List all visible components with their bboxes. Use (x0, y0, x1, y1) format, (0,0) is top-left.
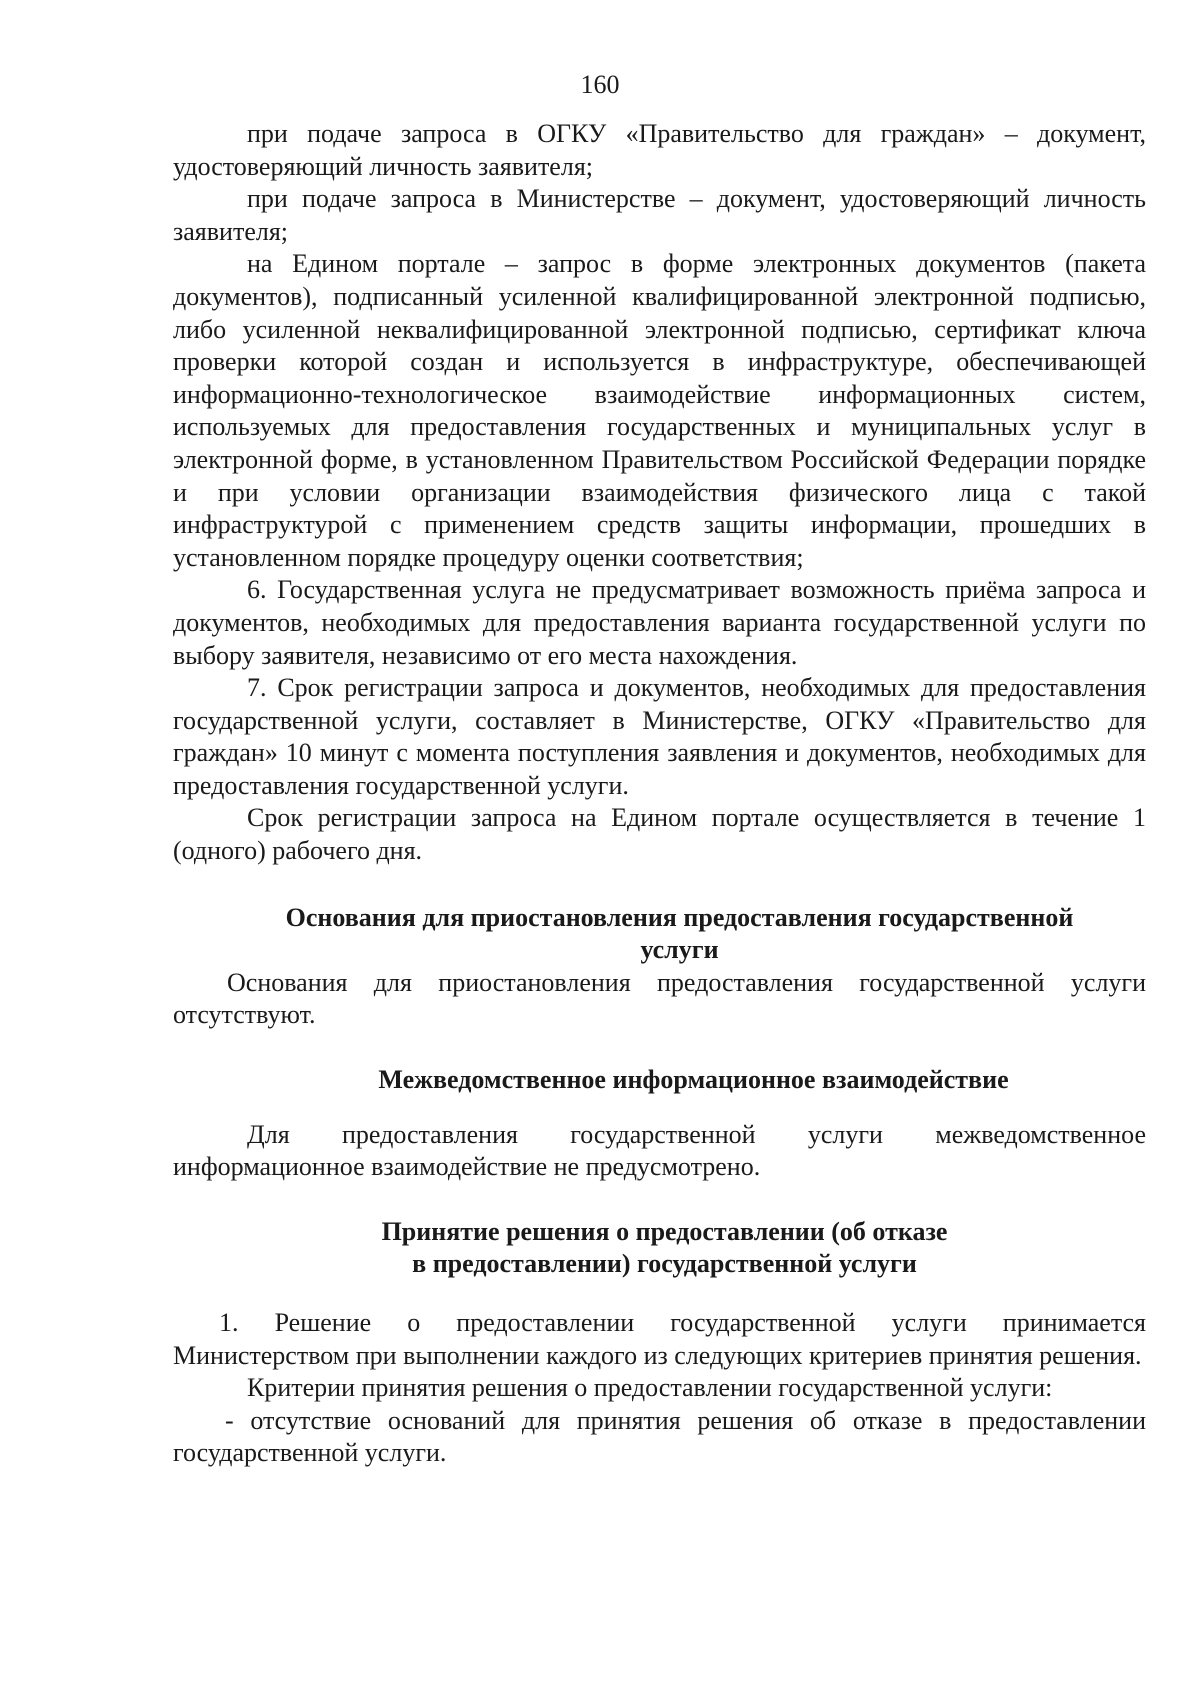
heading-line: Основания для приостановления предоставления государственной (285, 902, 1074, 932)
paragraph-item-7: 7. Срок регистрации запроса и документов, необходимых для предоставления государственной услуги, составляет в Министерстве, ОГКУ «Правительство для граждан» 10 минут с момента поступления заявления и документов, необходимых для предоставления государственной услуги. (173, 673, 1146, 800)
paragraph-ministry-request: при подаче запроса в Министерстве – документ, удостоверяющий личность заявителя; (173, 184, 1146, 246)
paragraph-interagency: Для предоставления государственной услуги межведомственное информационное взаимодействие не предусмотрено. (173, 1119, 1146, 1182)
paragraph-criteria: Критерии принятия решения о предоставлении государственной услуги: (247, 1373, 1053, 1403)
paragraph-criteria-item: - отсутствие оснований для принятия решения об отказе в предоставлении государственной услуги. (173, 1405, 1146, 1468)
heading-line: в предоставлении) государственной услуги (412, 1249, 917, 1279)
document-body (173, 118, 1146, 1470)
paragraph-item-6: 6. Государственная услуга не предусматривает возможность приёма запроса и документов, необходимых для предоставления варианта государственной услуги по выбору заявителя, независимо от его места нахождения. (173, 575, 1146, 670)
paragraph-registration-term: Срок регистрации запроса на Едином портале осуществляется в течение 1 (одного) рабочего дня. (173, 803, 1146, 866)
paragraph-suspension-absent: Основания для приостановления предоставления государственной услуги отсутствуют. (173, 967, 1146, 1030)
section-heading-decision (173, 1216, 1146, 1281)
section-heading-interagency: Межведомственное информационное взаимодействие (378, 1065, 1009, 1095)
paragraph-decision-item-1: 1. Решение о предоставлении государственной услуги принимается Министерством при выполнении каждого из следующих критериев принятия решения. (173, 1308, 1146, 1370)
page-number: 160 (580, 70, 620, 99)
heading-line: услуги (640, 935, 719, 965)
paragraph-ogku-request: при подаче запроса в ОГКУ «Правительство для граждан» – документ, удостоверяющий личность заявителя; (173, 119, 1146, 181)
heading-line: Принятие решения о предоставлении (об отказе (381, 1216, 948, 1246)
paragraph-unified-portal: на Едином портале – запрос в форме электронных документов (пакета документов), подписанный усиленной квалифицированной электронной подписью, либо усиленной неквалифицированной электронной подписью, сертификат ключа проверки которой создан и используется в инфраструктуре, обеспечивающей информационно-технологическое взаимодействие информационных систем, используемых для предоставления государственных и муниципальных услуг в электронной форме, в установленном Правительством Российской Федерации порядке и при условии организации взаимодействия физического лица с такой инфраструктурой с применением средств защиты информации, прошедших в установленном порядке процедуру оценки соответствия; (173, 249, 1146, 572)
section-heading-suspension (173, 902, 1146, 967)
